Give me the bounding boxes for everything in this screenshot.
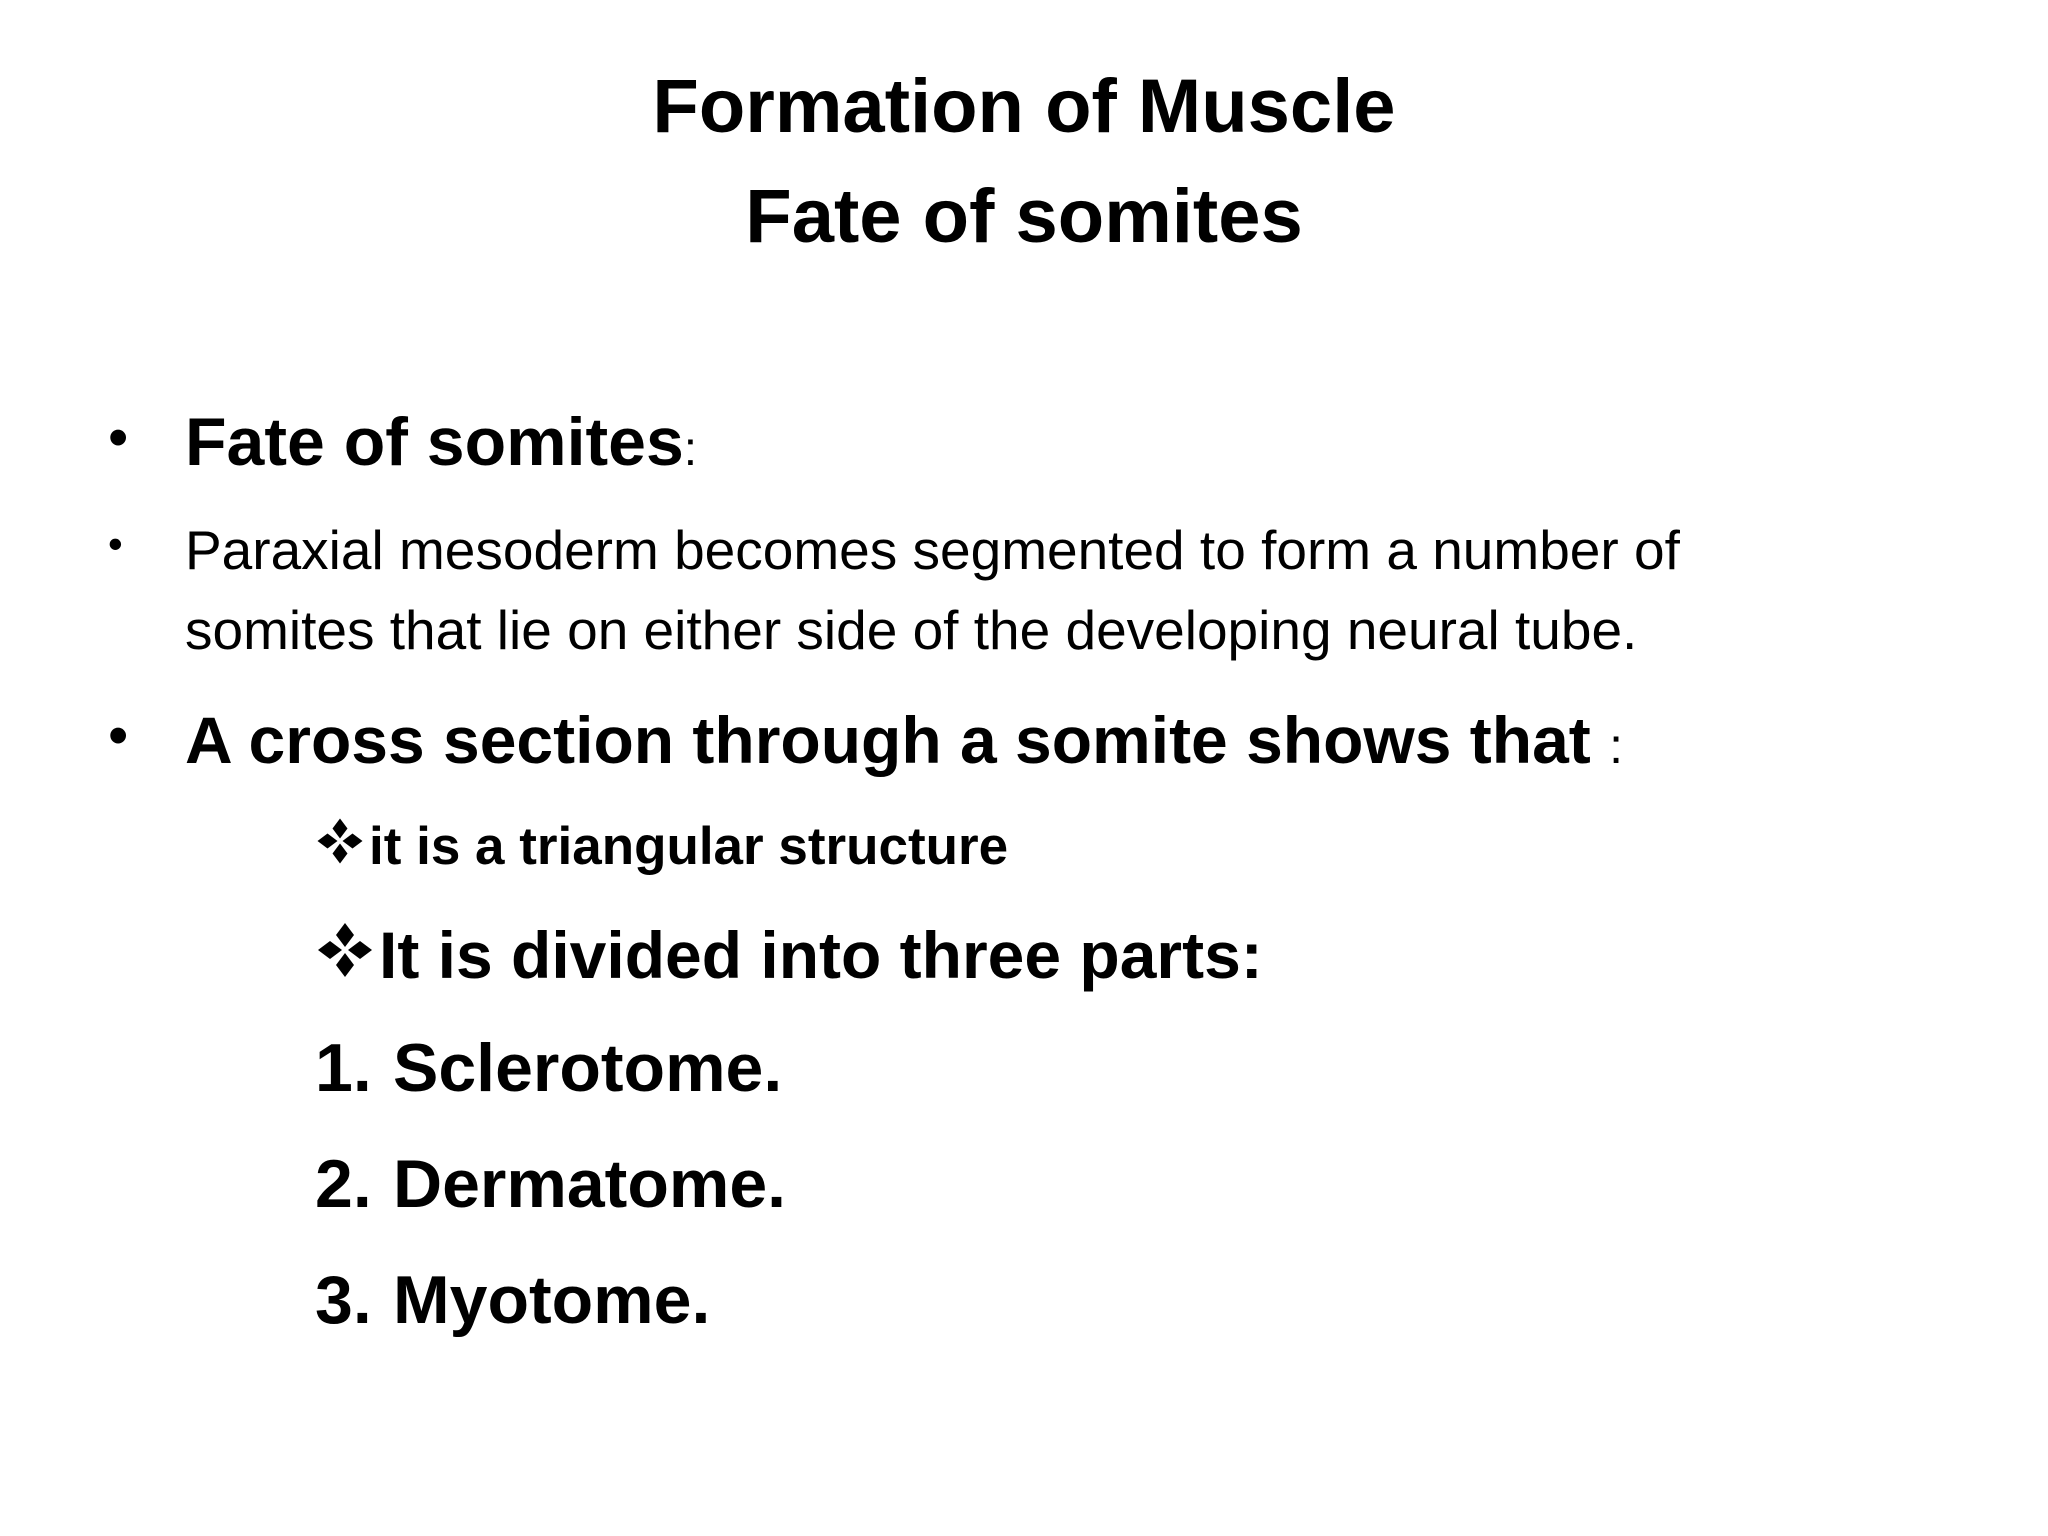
- part-number: 3.: [315, 1262, 372, 1338]
- fate-colon: :: [683, 423, 698, 476]
- sub-point-triangular: [315, 812, 1008, 882]
- sub-point-text: It is divided into three parts:: [379, 918, 1263, 992]
- sub-point-divided: [315, 910, 1263, 1000]
- paraxial-line-2: somites that lie on either side of the developing neural tube.: [185, 599, 1638, 661]
- bullet-dot: •: [108, 520, 123, 567]
- part-number: 2.: [315, 1146, 372, 1222]
- cross-colon: :: [1609, 718, 1624, 774]
- four-diamond-icon: [315, 816, 365, 866]
- bullet-dot: •: [108, 703, 129, 768]
- part-dermatome: [315, 1139, 786, 1229]
- part-myotome: [315, 1255, 710, 1345]
- sub-point-text: it is a triangular structure: [369, 817, 1009, 876]
- title-line-2: Fate of somites: [745, 174, 1303, 259]
- slide-title: [0, 52, 2048, 272]
- part-sclerotome: [315, 1023, 782, 1113]
- bullet-text: [185, 510, 1985, 670]
- part-name: Sclerotome.: [393, 1030, 783, 1106]
- bullet-dot: •: [108, 405, 129, 470]
- bullet-text: [185, 700, 1985, 786]
- fate-heading: Fate of somites: [185, 404, 684, 480]
- bullet-text: [185, 402, 1985, 490]
- cross-section-text: A cross section through a somite shows that: [185, 703, 1591, 777]
- part-number: 1.: [315, 1030, 372, 1106]
- bullet-paraxial-mesoderm: [108, 510, 1968, 670]
- bullet-cross-section: [108, 700, 1968, 780]
- paraxial-line-1: Paraxial mesoderm becomes segmented to form a number of: [185, 519, 1680, 581]
- part-name: Dermatome.: [393, 1146, 787, 1222]
- four-diamond-icon: [315, 920, 375, 980]
- bullet-fate-of-somites: [108, 402, 1968, 482]
- title-line-1: Formation of Muscle: [652, 64, 1396, 149]
- part-name: Myotome.: [393, 1262, 711, 1338]
